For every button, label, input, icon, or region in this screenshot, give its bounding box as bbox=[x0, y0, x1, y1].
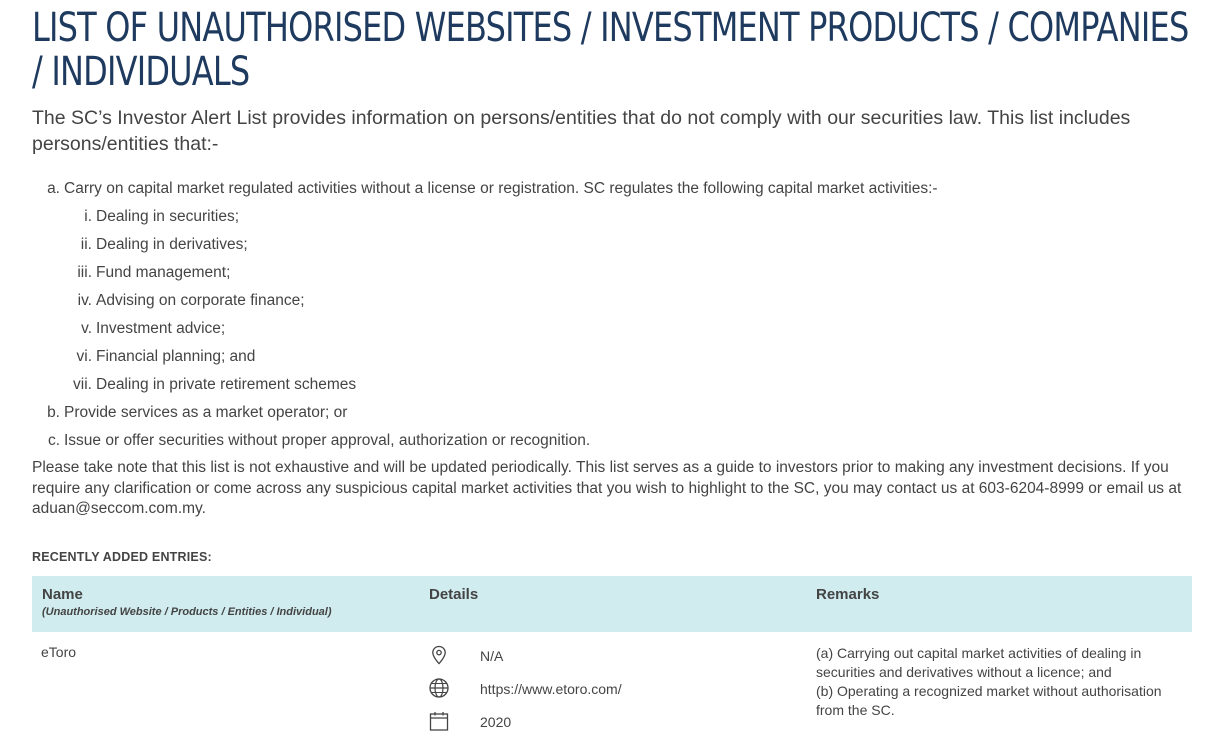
activity-item bbox=[64, 315, 1192, 343]
list-marker: ii. bbox=[80, 236, 92, 253]
activities-list bbox=[64, 203, 1192, 399]
list-marker: b. bbox=[47, 404, 60, 421]
activity-item bbox=[64, 371, 1192, 399]
list-marker: vii. bbox=[73, 376, 92, 393]
activity-text: Investment advice; bbox=[96, 320, 226, 337]
website-link[interactable]: https://www.etoro.com/ bbox=[480, 680, 622, 697]
header-name bbox=[42, 586, 332, 618]
list-marker: c. bbox=[47, 432, 60, 449]
list-marker: iv. bbox=[77, 292, 92, 309]
globe-icon bbox=[428, 677, 450, 699]
list-marker: a. bbox=[47, 180, 60, 197]
activity-text: Dealing in securities; bbox=[96, 208, 240, 225]
table-header bbox=[32, 576, 1192, 632]
activity-item bbox=[64, 343, 1192, 371]
alert-table bbox=[32, 576, 1192, 742]
criteria-item-a bbox=[32, 175, 1192, 399]
criteria-text: Issue or offer securities without proper approval, authorization or recognition. bbox=[64, 432, 591, 449]
entity-remarks bbox=[816, 644, 1176, 720]
year-value: 2020 bbox=[480, 713, 512, 730]
activity-text: Fund management; bbox=[96, 264, 231, 281]
activity-text: Dealing in private retirement schemes bbox=[96, 376, 357, 393]
entity-name: eToro bbox=[41, 643, 77, 660]
activity-text: Advising on corporate finance; bbox=[96, 292, 305, 309]
header-details: Details bbox=[429, 585, 479, 603]
criteria-list bbox=[32, 175, 1192, 455]
list-marker: iii. bbox=[77, 264, 92, 281]
list-marker: vi. bbox=[76, 348, 92, 365]
activity-item bbox=[64, 287, 1192, 315]
header-name-sublabel: (Unauthorised Website / Products / Entities / Individual) bbox=[42, 605, 332, 618]
calendar-icon bbox=[428, 710, 450, 732]
criteria-text: Provide services as a market operator; or bbox=[64, 404, 348, 421]
remark-item: (a) Carrying out capital market activities of dealing in securities and derivatives without a licence; and bbox=[816, 644, 1142, 680]
disclaimer-note: Please take note that this list is not exhaustive and will be updated periodically. This list serves as a guide to investors prior to making any investment decisions. If you require any clarification or come across any suspicious capital market activities that you wish to highlight to the SC, you may contact us at 603-6204-8999 or email us at aduan@seccom.com.my. bbox=[32, 459, 1182, 517]
activity-text: Financial planning; and bbox=[96, 348, 256, 365]
activity-item bbox=[64, 231, 1192, 259]
list-marker: i. bbox=[84, 208, 92, 225]
header-name-label: Name bbox=[42, 585, 83, 603]
header-remarks: Remarks bbox=[816, 585, 880, 603]
recent-entries-label: RECENTLY ADDED ENTRIES: bbox=[32, 549, 212, 564]
page-title: LIST OF UNAUTHORISED WEBSITES / INVESTMENT PRODUCTS / COMPANIES / INDIVIDUALS bbox=[32, 5, 1189, 95]
activity-item bbox=[64, 203, 1192, 231]
intro-paragraph: The SC’s Investor Alert List provides information on persons/entities that do not comply with our securities law. This list includes persons/entities that:- bbox=[32, 107, 1131, 155]
criteria-item-b bbox=[32, 399, 1192, 427]
activity-item bbox=[64, 259, 1192, 287]
remark-item: (b) Operating a recognized market without authorisation from the SC. bbox=[816, 682, 1162, 718]
page-content bbox=[32, 0, 1192, 742]
table-row bbox=[32, 632, 1192, 742]
location-value: N/A bbox=[480, 647, 504, 664]
activity-text: Dealing in derivatives; bbox=[96, 236, 248, 253]
list-marker: v. bbox=[81, 320, 92, 337]
criteria-item-c bbox=[32, 427, 1192, 455]
map-pin-icon bbox=[428, 644, 450, 666]
criteria-text: Carry on capital market regulated activities without a license or registration. SC regulates the following capital market activities:- bbox=[64, 180, 938, 197]
